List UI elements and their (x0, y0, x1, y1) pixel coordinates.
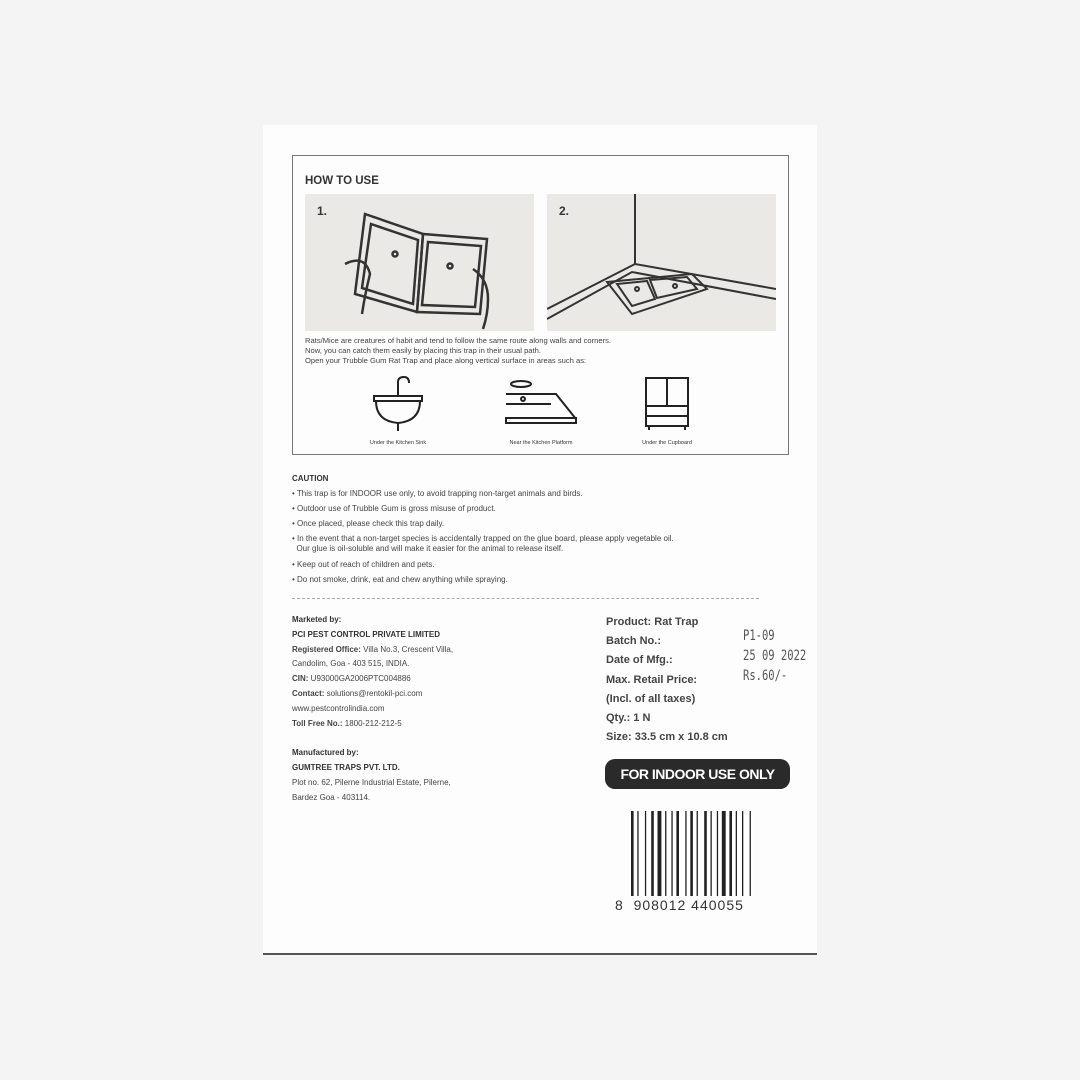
place-cupboard (607, 376, 727, 446)
cin-value: U93000GA2006PTC004886 (308, 674, 411, 684)
mrp-value: Rs.60/- (743, 668, 788, 684)
step1-number: 1. (317, 204, 328, 218)
kitchen-platform-icon (501, 376, 581, 431)
barcode-bar (645, 811, 646, 896)
barcode-bar (717, 811, 718, 896)
caution-item: Keep out of reach of children and pets. (297, 560, 435, 569)
divider (292, 598, 759, 599)
barcode-bar (704, 811, 707, 896)
quantity: Qty.: 1 N (606, 712, 651, 725)
batch-label: Batch No.: (606, 635, 661, 648)
manufacturer-name: GUMTREE TRAPS PVT. LTD. (292, 762, 400, 772)
barcode-bar (742, 811, 743, 896)
barcode-bar (671, 811, 672, 896)
barcode-bar (631, 811, 634, 896)
cin-label: CIN: (292, 674, 309, 684)
caution-item: In the event that a non-target species is accidentally trapped on the glue board, please apply vegetable oil. (297, 534, 674, 543)
sink-icon (368, 376, 428, 431)
office-label: Registered Office: (292, 644, 361, 654)
caution-item: Our glue is oil-soluble and will make it easier for the animal to release itself. (296, 544, 564, 553)
caution-item: Do not smoke, drink, eat and chew anything while spraying. (297, 575, 508, 584)
barcode-bar (690, 811, 693, 896)
how-to-use-title: HOW TO USE (305, 175, 379, 187)
indoor-use-badge: FOR INDOOR USE ONLY (605, 759, 790, 789)
barcode-digits: 908012 440055 (633, 897, 744, 913)
place-label: Under the Cupboard (642, 440, 692, 446)
barcode-number (615, 897, 744, 913)
website: www.pestcontrolindia.com (292, 703, 385, 713)
caution-item: This trap is for INDOOR use only, to avoid trapping non-target animals and birds. (296, 489, 583, 498)
place-label: Under the Kitchen Sink (369, 440, 427, 446)
barcode-bar (651, 811, 654, 896)
barcode-bar (676, 811, 679, 896)
barcode (629, 811, 753, 896)
barcode-bar (665, 811, 666, 896)
caution-section: CAUTION • This trap is for INDOOR use only, to avoid trapping non-target animals and birds. • Outdoor use of Trubble Gum is gross misuse of product. • Once placed, please check this trap daily. • In the event that a non-target species is accidentally trapped on the glue board, please apply vegetable oil. Our glue is oil-soluble and will make it easier for the animal to release itself. • Keep out of reach of children and pets. • Do not smoke, drink, eat and chew anything while spraying. (292, 471, 674, 587)
step1-illustration (305, 194, 534, 331)
barcode-bar (750, 811, 751, 896)
marketed-label: Marketed by: (292, 615, 342, 624)
mrp-label: Max. Retail Price: (606, 673, 698, 686)
place-label: Near the Kitchen Platform (509, 440, 573, 446)
place-sink (338, 376, 458, 446)
barcode-bar (711, 811, 712, 896)
caution-item: Outdoor use of Trubble Gum is gross misuse of product. (297, 504, 496, 513)
toll-number: 1800-212-212-5 (342, 718, 402, 728)
contact-email: solutions@rentokil-pci.com (324, 688, 423, 698)
how-to-use-box (292, 155, 789, 455)
tax-note: (Incl. of all taxes) (606, 692, 696, 705)
intro-line: Rats/Mice are creatures of habit and tend to follow the same route along walls and corners. (305, 336, 612, 345)
step2-illustration (547, 194, 776, 331)
batch-value: P1-09 (743, 628, 775, 644)
office-address-2: Candolim, Goa - 403 515, INDIA. (292, 659, 410, 669)
product-info (606, 613, 734, 747)
date-label: Date of Mfg.: (606, 654, 673, 667)
manufacturer-address: Plot no. 62, Pilerne Industrial Estate, Pilerne, (292, 777, 451, 787)
marketer-name: PCI PEST CONTROL PRIVATE LIMITED (292, 629, 441, 639)
barcode-first-digit: 8 (615, 897, 624, 913)
date-value: 25 09 2022 (743, 648, 807, 664)
cupboard-icon (642, 376, 692, 431)
barcode-bar (722, 811, 726, 896)
intro-line: Open your Trubble Gum Rat Trap and place along vertical surface in areas such as: (305, 356, 587, 365)
barcode-bar (736, 811, 737, 896)
barcode-bar (637, 811, 638, 896)
place-platform (481, 376, 601, 446)
office-address: Villa No.3, Crescent Villa, (360, 644, 454, 654)
contact-label: Contact: (292, 688, 325, 698)
barcode-bar (685, 811, 686, 896)
manufactured-label: Manufactured by: (292, 748, 359, 758)
caution-item: Once placed, please check this trap daily. (297, 519, 445, 528)
barcode-bar (729, 811, 732, 896)
barcode-bar (658, 811, 662, 896)
company-info (292, 613, 453, 805)
caution-title: CAUTION (292, 474, 329, 483)
package-back (263, 125, 817, 955)
place-trap-illustration (547, 194, 776, 331)
product-name: Product: Rat Trap (606, 616, 699, 628)
size: Size: 33.5 cm x 10.8 cm (606, 731, 728, 744)
intro-line: Now, you can catch them easily by placing this trap in their usual path. (305, 346, 541, 355)
open-trap-illustration (305, 194, 534, 331)
barcode-bar (697, 811, 698, 896)
intro-text (305, 336, 611, 366)
step2-number: 2. (559, 204, 570, 218)
toll-label: Toll Free No.: (292, 718, 343, 728)
manufacturer-address-2: Bardez Goa - 403114. (292, 792, 371, 802)
